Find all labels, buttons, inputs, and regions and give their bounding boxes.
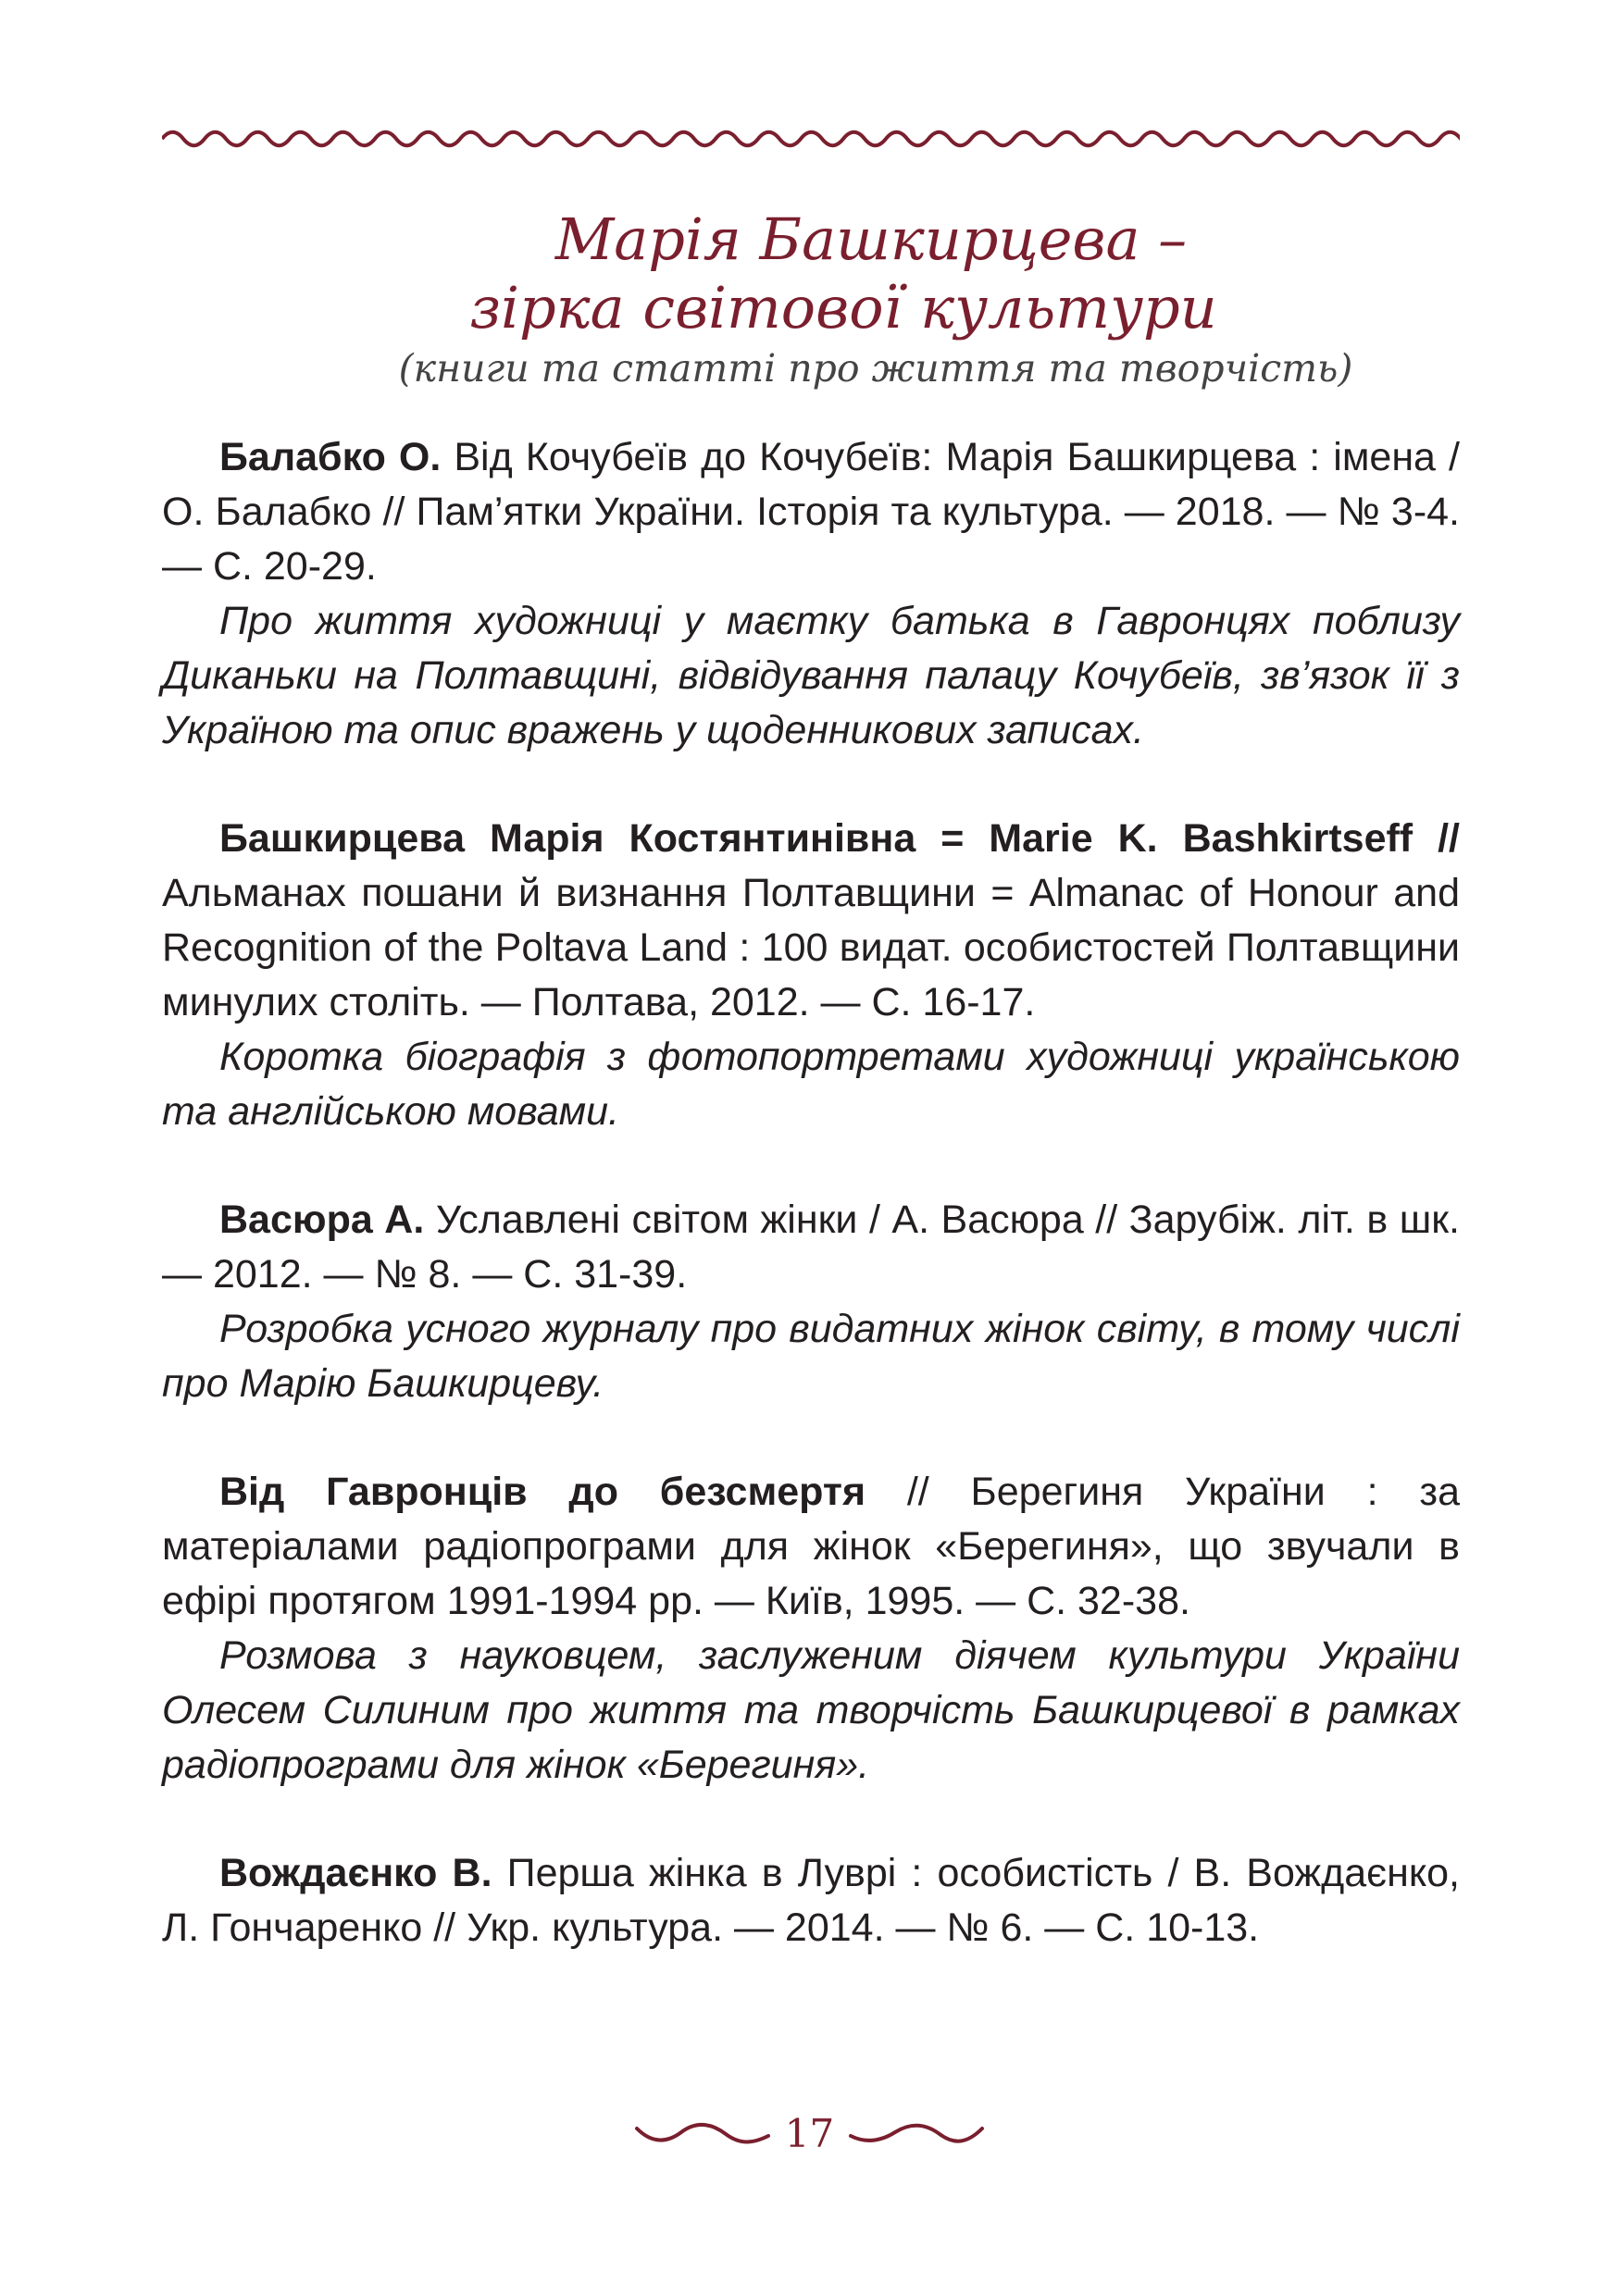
wavy-line-ornament-icon bbox=[162, 122, 1460, 155]
entry-details: // Берегиня України : за матеріалами радіопрограми для жінок «Берегиня», що звучали в ефірі протягом 1991-1994 рр. — Київ, 1995. — С. 32-38. bbox=[162, 1470, 1460, 1623]
entry-author: Васюра А. bbox=[219, 1198, 425, 1242]
bibliography-entry bbox=[162, 812, 1460, 1139]
entry-annotation: Розмова з науковцем, заслуженим діячем культури України Олесем Силиним про життя та творчість Башкирцевої в рамках радіопрограми для жінок «Берегиня». bbox=[162, 1633, 1460, 1787]
bibliography-entry bbox=[162, 430, 1460, 758]
entry-annotation: Розробка усного журналу про видатних жінок світу, в тому числі про Марію Башкирцеву. bbox=[162, 1307, 1460, 1406]
page-title-line-1: Марія Башкирцева – bbox=[554, 205, 1188, 273]
page-number: 17 bbox=[784, 2111, 835, 2156]
wavy-flourish-right-icon bbox=[847, 2116, 986, 2153]
entry-details: Від Кочубеїв до Кочубеїв: Марія Башкирцева : імена / О. Балабко // Пам’ятки України. Історія та культура. — 2018. — № 3-4. — С. 20-29. bbox=[162, 435, 1460, 589]
entry-author: Балабко О. bbox=[219, 435, 442, 479]
entry-citation bbox=[162, 430, 1460, 594]
entry-citation bbox=[162, 1193, 1460, 1302]
bibliography-entry bbox=[162, 1193, 1460, 1411]
entry-details: Альманах пошани й визнання Полтавщини = Almanac of Honour and Recognition of the Poltava Land : 100 видат. особистостей Полтавщини минулих століть. — Полтава, 2012. — С. 16-17. bbox=[162, 871, 1460, 1024]
bibliography-list bbox=[162, 430, 1460, 2009]
entry-author: Від Гавронців до безсмертя bbox=[219, 1470, 866, 1514]
entry-details: Уславлені світом жінки / А. Васюра // Зарубіж. літ. в шк. — 2012. — № 8. — С. 31-39. bbox=[162, 1198, 1460, 1297]
page-title-line-2: зірка світової культури bbox=[469, 274, 1217, 341]
bibliography-entry bbox=[162, 1846, 1460, 1955]
entry-details: Перша жінка в Луврі : особистість / В. Вождаєнко, Л. Гончаренко // Укр. культура. — 2014. — № 6. — С. 10-13. bbox=[162, 1851, 1461, 1950]
entry-citation bbox=[162, 812, 1460, 1030]
entry-annotation: Коротка біографія з фотопортретами художниці українською та англійською мовами. bbox=[162, 1035, 1460, 1134]
entry-annotation: Про життя художниці у маєтку батька в Гавронцях поблизу Диканьки на Полтавщині, відвідування палацу Кочубеїв, зв’язок її з Україною та опис вражень у щоденникових записах. bbox=[162, 599, 1460, 752]
entry-author: Вождаєнко В. bbox=[219, 1851, 492, 1895]
page-subtitle: (книги та статті про життя та творчість) bbox=[398, 346, 1353, 391]
entry-author: Башкирцева Марія Костянтинівна = Marie K. Bashkirtseff // bbox=[219, 816, 1460, 861]
bibliography-entry bbox=[162, 1465, 1460, 1793]
page-footer bbox=[0, 2106, 1619, 2162]
wavy-flourish-left-icon bbox=[633, 2116, 772, 2153]
entry-citation bbox=[162, 1465, 1460, 1629]
page-header bbox=[162, 205, 1460, 394]
entry-citation bbox=[162, 1846, 1460, 1955]
